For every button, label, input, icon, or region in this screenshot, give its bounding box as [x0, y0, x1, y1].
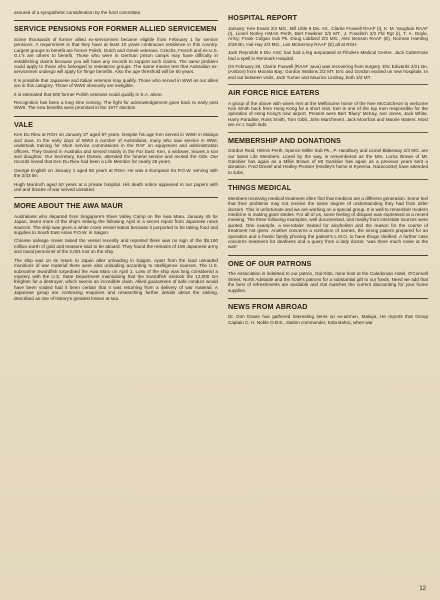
paragraph: Members receiving medical treatment often find that medicos are a different generation. Some feel that their problems may not receive the same degree of understanding they had from older doctors. This is unfortunate and we are working on a special group. It is well to remember modern medicine is making giant strides. For all of us, some feeling of disquiet was expressed at a recent meeting. The three following examples, well documented, and mainly from interstate sources were quoted. One example, a tee-totaler treated for alcoholism and the reason for the course of treatment not given. Another concerns a confusion of names, the wrong patient prepared for an operation and a frantic family phoning the patient's L.M.O. to have things clarified. A further case concerns treatment for deafness and a query from a lady doctor, 'was there much noise at the war!' — [228, 195, 428, 250]
section-title-patrons: ONE OF OUR PATRONS — [228, 258, 312, 268]
paragraph: The Association is indebted to our patron, Gal Kitto, mine host at the Caledonian Hotel, O'Connell Street, North Adelaide and the hotel's patrons for a substantial gift to our funds. Need we add that the best of refreshments are available and Gal matches the current discounting for your home supplies. — [228, 271, 428, 293]
paragraph: Chinese salvage crews raised the vessel recently and reported there was no sign of the $8,100 million worth of gold and treasure said to be aboard. They found the remains of 158 Japanese army and naval personnel of the 2,001 lost on the ship. — [14, 238, 218, 255]
intro-paragraph: assured of a sympathetic consideration by the fund committee. — [14, 10, 142, 15]
page-number: 12 — [419, 586, 426, 592]
section-title-service-pensions: SERVICE PENSIONS FOR FORMER ALLIED SERVICEMEN — [14, 24, 217, 34]
paragraph: Ken Du Rieu at RGH on January 27 aged 87 years. Despite his age Ken served in WWII in Malaya and Java. In the early days of WWII a number of Australians, many who saw service in WWI, undertook training for short service commissions in the RAF on equipment and administration officers. They trained in Australia and served mainly in the Far East. Ken, a widower, leaves a son and daughter. Our Secretary, Ken Darwin, attended the funeral service and recited the Ode. Our records reveal that Ken Du Rieu had been a Life Member for nearly 25 years. — [14, 132, 218, 165]
paragraph: Some thousands of former allied ex-servicemen became eligible from February 1 for service pensions. A requirement is that they have at least 10 years continuous residence in this country. Largest groups to benefit are former Polish, Dutch and Greek veterans. Czechs, French and ex-U.S. G.I.'s are others to benefit. Those who were in German prison camps may have difficulty in establishing claims because you will have any records to support such claims. The same problem could apply to those who belonged to resistance groups. The same means test that Australian ex-servicemen undergo will apply for fringe benefits. Also the age threshold will be 60 years. — [14, 36, 218, 75]
two-column-layout — [14, 10, 428, 328]
paragraph: It is estimated that 500 former Polish veterans could qualify in S.A. alone. — [14, 91, 163, 97]
section-divider — [228, 179, 428, 180]
paragraph: George English on January 1 aged 60 years at RGH. He was a European Ex.P.O.W. serving with the 2/43 Bn. — [14, 167, 218, 179]
section-divider — [228, 298, 428, 299]
section-title-membership: MEMBERSHIP AND DONATIONS — [228, 135, 341, 145]
paragraph: Jack Reynolds 6 Div. ASC has had a leg amputated at Flinders Medical Centre. Jack Cattermole had a spell in Renmark Hospital. — [228, 50, 428, 61]
paragraph: On February 26, Clarrie Foxwell (RAAF Java) was recovering from surgery. Eric Edwards 2/21 Bn. (Ambon) from Moonta Bay; Gordon Watkins 2/2 MT. Eric and Gordon excited us new hospitals. In and out between visits, Jack Turner and Maurice Lindsay, both 2/2 MT. — [228, 63, 428, 80]
section-divider — [228, 132, 428, 133]
section-divider — [14, 116, 218, 117]
section-title-hospital-report: HOSPITAL REPORT — [228, 13, 298, 22]
section-title-news-abroad: NEWS FROM ABROAD — [228, 301, 308, 311]
section-divider — [228, 255, 428, 256]
paragraph: Hugh Murdoch aged 60 years at a private hospital. His death notice appeared in our papers with unit and theatre of war served unstated. — [14, 181, 218, 192]
paragraph: It is possible that Japanese and Italian veterans may qualify. Those who served in WWI as our allies are in this category. Those of WWII obviously are ineligible. — [14, 77, 218, 89]
paragraph: Australians who departed from Singapore's River Valley Camp on the Awa Maru, January 45 for Japan, learnt more of the ship's sinking the following April in a secret report from Japanese news sources. The ship was given a white cross vessel status because it purported to be taking food and supplies to South East Asian P.O.W. in Saigon. — [14, 213, 218, 236]
left-column — [14, 10, 218, 328]
section-title-awa-maur: MORE ABOUT THE AWA MAUR — [14, 201, 123, 211]
section-divider — [228, 84, 428, 85]
right-column — [228, 10, 428, 328]
paragraph: A group of the above with wives met at the Melbourne home of the Nee McCutcheon to welcome Ken Smith back from Hong Kong for a short visit. Ken is one of the top men responsible for the operation of Hong Kong's new airport. Present were Bert 'Bluey' McKay, Ivor Jones, Jack White, Harry Paradise, Russ Smith, Tom Gibb, John Marchment, Jack Moorfoot and Maurie Waters. Most are ex 1 Sqdn lads. — [228, 100, 428, 128]
paragraph: The ship was on its return to Japan after unloading in Saigon. Apart from the load unloaded munitions of war material there were also unloading according to Intelligence sources. The U.S. submarine Swordfish torpedoed the Awa Maru on April 1. Loss of the ship was long considered a mystery with the U.S. State Department maintaining that the Swordfish mistook the 12,000 ton freighter for a destroyer, which seems an incredible claim. Allied guarantees of safe conduct would have been voided had it been certain that it was returning from a delivery of war material. A Japanese group are continuing enquiries and researching further details about the sinking, described as one of history's greatest losses at sea. — [14, 257, 218, 301]
section-divider — [14, 197, 218, 198]
section-title-air-force-rice-eaters: AIR FORCE RICE EATERS — [228, 88, 320, 98]
paragraph: Recognition has been a long time coming. The fight for acknowledgement goes back to early post WWII. The new benefits were promised in the 1977 election. — [14, 99, 218, 111]
paragraph: January: Ken Evans 2/4 MG., Bill Little 8 Div. Art., Clarrie Foxwell RAAF (I), K. M. Vaughan RAAF (I), Lionel Norley HMAS Perth, Bert Fawkner 2/2 MT., J. Fowditch 2/2 Fld Rgt (I), T. A. Doyle, Army; Frank Colgan Sub Pk. Doug Liddiard 2/3 MG., Alec Benson RAAF (E), Norman Hamling 2/29 Bn, Hal Hay 2/3 MG., Les McInerney RAAF (E) all at RGH. — [228, 25, 428, 47]
section-title-vale: VALE — [14, 119, 34, 129]
section-divider — [14, 20, 218, 21]
paragraph: Gordon Reid, HMAS Perth, Spence Miller Sub Pk., P. Handbury and Lionel Blakeway 2/3 MG. are our latest Life Members. Lionel by the way, is remembered as the Mrs. Lorna Brown of Mt. Gambier has again as a Millie Brown of Mt Gambier has again as a previous years sent a donation. Fred Drexel and Hedley Prosser (Hedley's home is Kyeema, Naracoorte) have attended to subs. — [228, 148, 428, 175]
section-title-things-medical: THINGS MEDICAL — [228, 183, 292, 193]
paragraph: Dr. Don Dowie has gathered interesting items on ex-airmen, Malaya. He reports that Group Captain C. H. Noble O.B.E., station commander, Kota Bahru, when war — [228, 314, 428, 325]
